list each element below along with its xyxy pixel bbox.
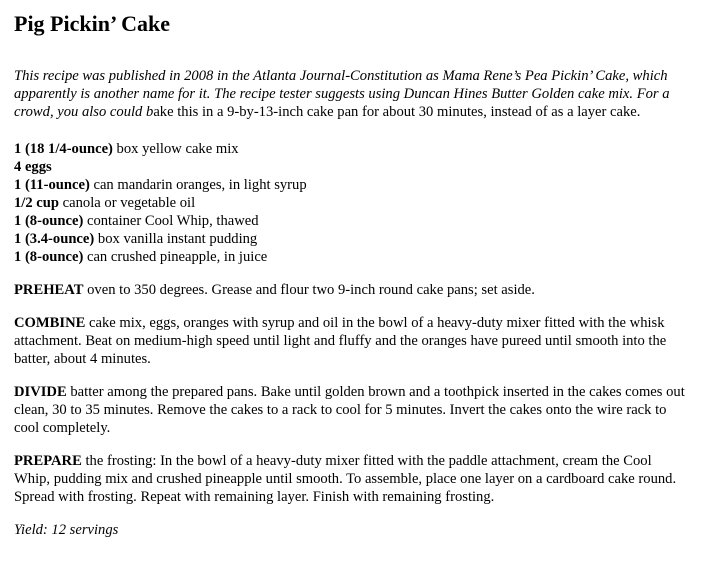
step-divide — [14, 383, 688, 437]
ingredient-name: canola or vegetable oil — [59, 195, 196, 211]
ingredient-name: can mandarin oranges, in light syrup — [89, 177, 307, 193]
ingredient-quantity: 1 (18 1/4-ounce) — [14, 141, 113, 157]
step-text: batter among the prepared pans. Bake until golden brown and a toothpick inserted in the cakes comes out clean, 30 to 35 minutes. Remove the cakes to a rack to cool for 5 minutes. Invert the cakes onto the wire rack to cool completely. — [14, 384, 685, 436]
ingredient-item — [14, 140, 688, 158]
step-preheat — [14, 281, 688, 299]
step-verb: PREHEAT — [14, 282, 84, 298]
step-text: the frosting: In the bowl of a heavy-duty mixer fitted with the paddle attachment, cream the Cool Whip, pudding mix and crushed pineapple until smooth. To assemble, place one layer on a cardboard cake round. Spread with frosting. Repeat with remaining layer. Finish with remaining frosting. — [14, 453, 677, 505]
recipe-yield: Yield: 12 servings — [14, 522, 119, 538]
step-text: oven to 350 degrees. Grease and flour two 9-inch round cake pans; set aside. — [83, 282, 535, 298]
ingredient-quantity: 1 (8-ounce) — [14, 249, 84, 265]
ingredient-item — [14, 212, 688, 230]
ingredient-item — [14, 248, 688, 266]
intro-italic-text: This recipe was published in 2008 in the Atlanta Journal-Constitution as Mama Rene’s Pea Pickin’ Cake, which apparently is another name for it. The recipe tester suggests using Duncan Hines Butter Golden cake mix. For a crowd, you also could b — [14, 68, 670, 120]
step-verb: PREPARE — [14, 453, 82, 469]
ingredient-name: container Cool Whip, thawed — [83, 213, 259, 229]
ingredient-quantity: 1/2 cup — [14, 195, 60, 211]
ingredient-name: box yellow cake mix — [112, 141, 239, 157]
ingredient-quantity: 1 (8-ounce) — [14, 213, 84, 229]
ingredient-quantity: 1 (11-ounce) — [14, 177, 90, 193]
ingredient-list — [14, 140, 688, 266]
step-verb: COMBINE — [14, 315, 86, 331]
recipe-intro — [14, 67, 688, 121]
ingredient-item — [14, 230, 688, 248]
ingredient-name: can crushed pineapple, in juice — [83, 249, 268, 265]
step-prepare — [14, 452, 688, 506]
ingredient-item — [14, 194, 688, 212]
ingredient-name: box vanilla instant pudding — [94, 231, 258, 247]
step-combine — [14, 314, 688, 368]
intro-roman-text: ake this in a 9-by-13-inch cake pan for about 30 minutes, instead of as a layer cake. — [153, 104, 641, 120]
page-title: Pig Pickin’ Cake — [14, 11, 171, 36]
ingredient-quantity: 1 (3.4-ounce) — [14, 231, 95, 247]
ingredient-item — [14, 158, 688, 176]
step-text: cake mix, eggs, oranges with syrup and oil in the bowl of a heavy-duty mixer fitted with the whisk attachment. Beat on medium-high speed until light and fluffy and the oranges have pureed until smooth into the batter, about 4 minutes. — [14, 315, 667, 367]
ingredient-item — [14, 176, 688, 194]
ingredient-quantity: 4 eggs — [14, 159, 52, 175]
step-verb: DIVIDE — [14, 384, 67, 400]
